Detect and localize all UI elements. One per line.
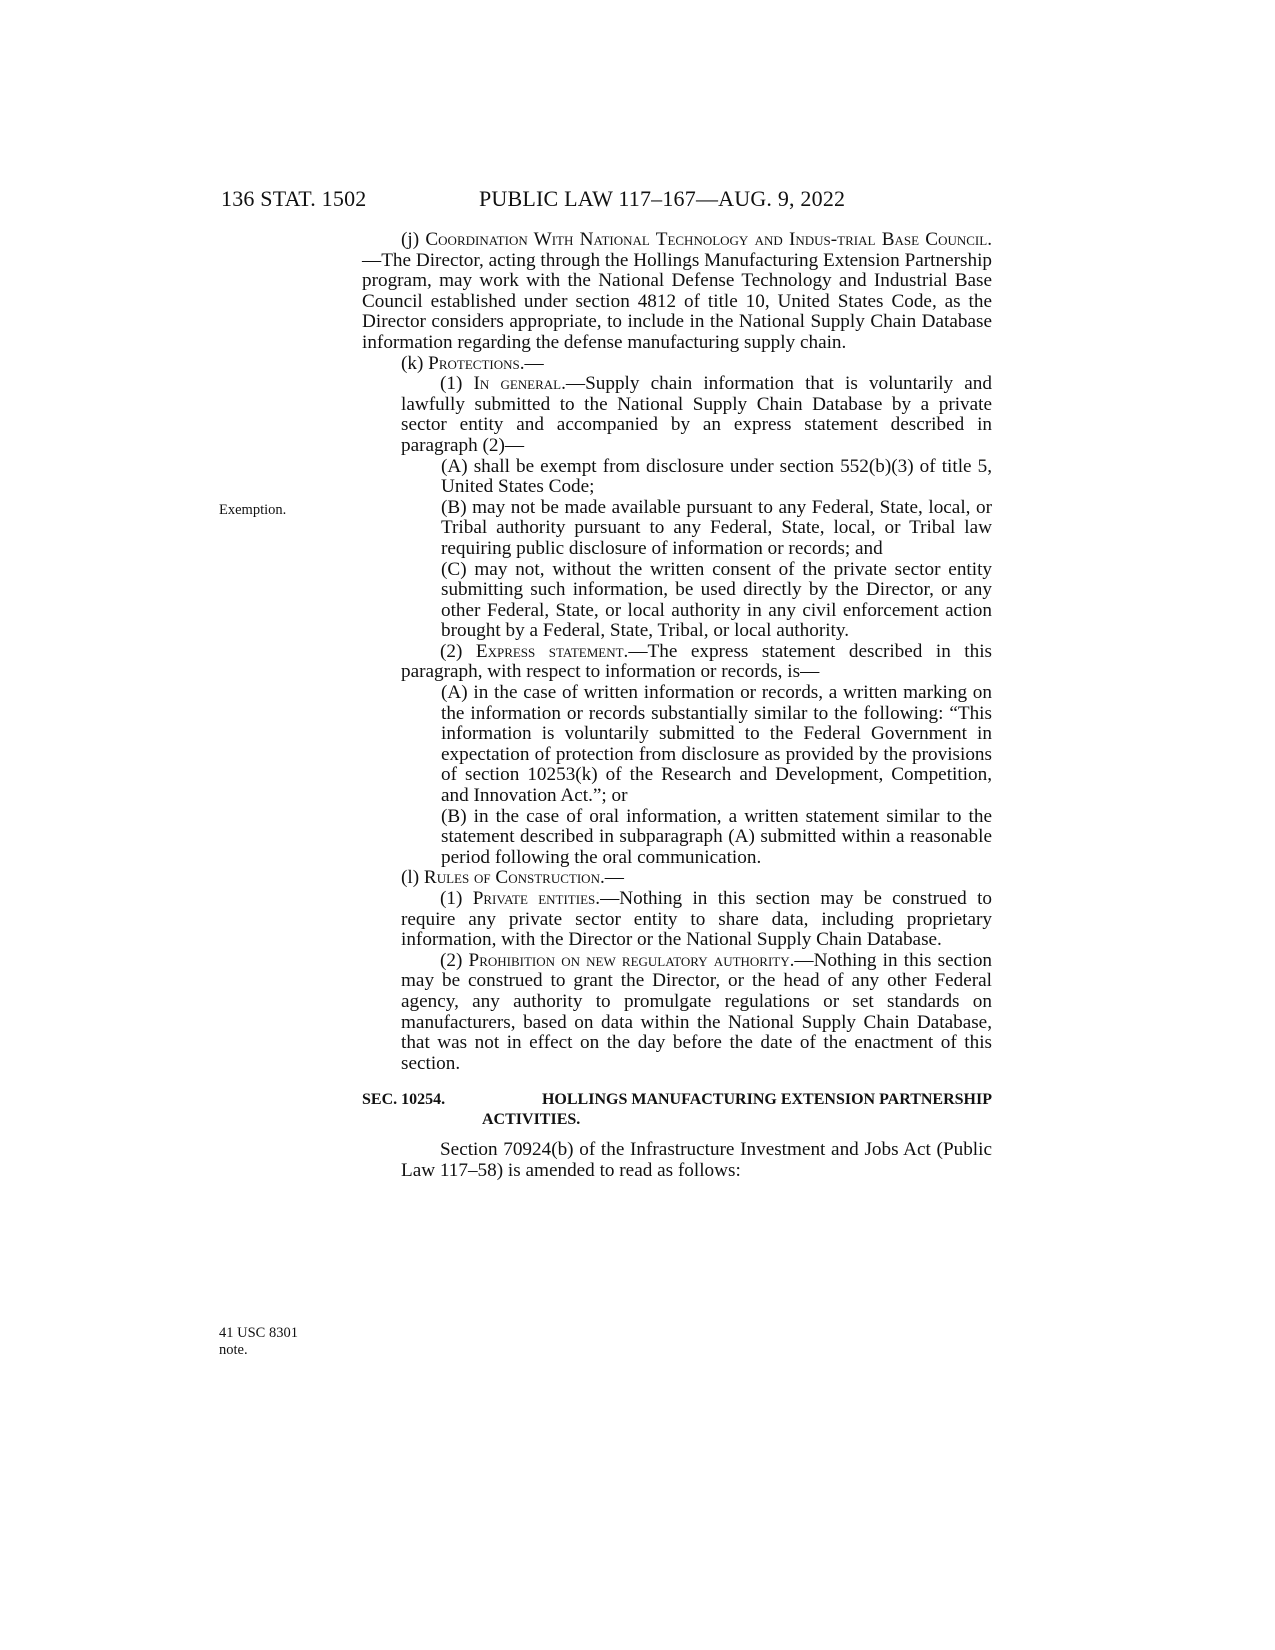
margin-note-exemption: Exemption. [219, 502, 287, 518]
subsection-j-label: (j) [401, 229, 420, 250]
subsection-l-heading [362, 868, 992, 889]
page-header [221, 186, 991, 216]
section-10254-line1 [362, 1090, 992, 1110]
subsection-j-text: .—The Director, acting through the Hollings Manufacturing Extension Partnership program, may work with the National Defense Technology and Industrial Base Council established under section 4812 of title 10, United States Code, as the Director considers appropriate, to include in the National Supply Chain Database information regarding the defense manufacturing supply chain. [362, 229, 992, 353]
k-paragraph-2 [362, 642, 992, 683]
margin-note-usc-line1: 41 USC 8301 [219, 1325, 298, 1341]
section-10254-title-line2: ACTIVITIES. [482, 1111, 581, 1129]
subsection-l-title: Rules of Construction [423, 867, 600, 889]
margin-note-usc [219, 1325, 298, 1359]
section-10254-heading [362, 1090, 992, 1130]
statute-body [362, 230, 992, 1182]
statute-page-number: 136 STAT. 1502 [221, 186, 367, 211]
public-law-citation: PUBLIC LAW 117–167—AUG. 9, 2022 [479, 186, 846, 211]
l1-label: (1) [440, 888, 463, 909]
l1-heading: Private entities [472, 888, 596, 909]
l2-label: (2) [440, 949, 463, 971]
subsection-j [362, 230, 992, 354]
k2-subparagraph-b: (B) in the case of oral information, a written statement similar to the statement described in subparagraph (A) submitted within a reasonable period following the oral communication. [441, 805, 992, 868]
k1-subparagraph-c: (C) may not, without the written consent of the private sector entity submitting such information, be used directly by the Director, or any other Federal, State, or local authority in any civil enforcement action brought by a Federal, State, Tribal, or local authority. [441, 558, 992, 642]
k2-heading: Express statement [475, 640, 624, 662]
subsection-k-heading [362, 354, 992, 375]
k1-text: .—Supply chain information that is voluntarily and lawfully submitted to the National Supply Chain Database by a private sector entity and accompanied by an express statement described in paragraph (2)— [401, 373, 992, 456]
subsection-k-title: Protections [428, 352, 520, 374]
k2-label: (2) [440, 640, 463, 662]
k-paragraph-1 [362, 374, 992, 456]
k1-heading: In general [473, 373, 562, 395]
l-paragraph-2 [362, 951, 992, 1075]
subsection-l-label: (l) [401, 867, 420, 889]
subsection-k-dash: .— [519, 352, 544, 374]
subsection-j-heading-a: Coordination With National Technology and Indus- [425, 229, 838, 250]
k1-subparagraph-b: (B) may not be made available pursuant to any Federal, State, local, or Tribal authority pursuant to any Federal, State, local, or Tribal law requiring public disclosure of information or records; and [441, 496, 992, 559]
subsection-j-heading-b: trial Base Council [837, 229, 988, 250]
l2-text: .—Nothing in this section may be construed to grant the Director, or the head of any other Federal agency, any authority to promulgate regulations or set standards on manufacturers, based on data within the National Supply Chain Database, that was not in effect on the day before the date of the enactment of this section. [401, 949, 993, 1074]
k2-subparagraph-a: (A) in the case of written information or records, a written marking on the information or records substantially similar to the following: “This information is voluntarily submitted to the Federal Government in expectation of protection from disclosure as provided by the provisions of section 10253(k) of the Research and Development, Competition, and Innovation Act.”; or [441, 682, 992, 807]
section-10254-number: SEC. 10254. [362, 1091, 446, 1109]
k1-label: (1) [440, 373, 463, 395]
l1-text: .—Nothing in this section may be construed to require any private sector entity to share data, including proprietary information, with the Director or the National Supply Chain Database. [401, 888, 992, 951]
l-paragraph-1 [362, 889, 992, 951]
margin-note-usc-line2: note. [219, 1342, 248, 1358]
section-10254-title-line1: HOLLINGS MANUFACTURING EXTENSION PARTNERSHIP [541, 1091, 992, 1109]
subsection-l-dash: .— [599, 867, 624, 889]
section-10254-text: Section 70924(b) of the Infrastructure Investment and Jobs Act (Public Law 117–58) is amended to read as follows: [401, 1139, 992, 1181]
k1-subparagraph-a: (A) shall be exempt from disclosure under section 552(b)(3) of title 5, United States Code; [441, 455, 992, 498]
k2-text: .—The express statement described in this paragraph, with respect to information or records, is— [401, 640, 992, 683]
subsection-k-label: (k) [401, 352, 424, 374]
l2-heading: Prohibition on new regulatory authority [468, 949, 790, 971]
